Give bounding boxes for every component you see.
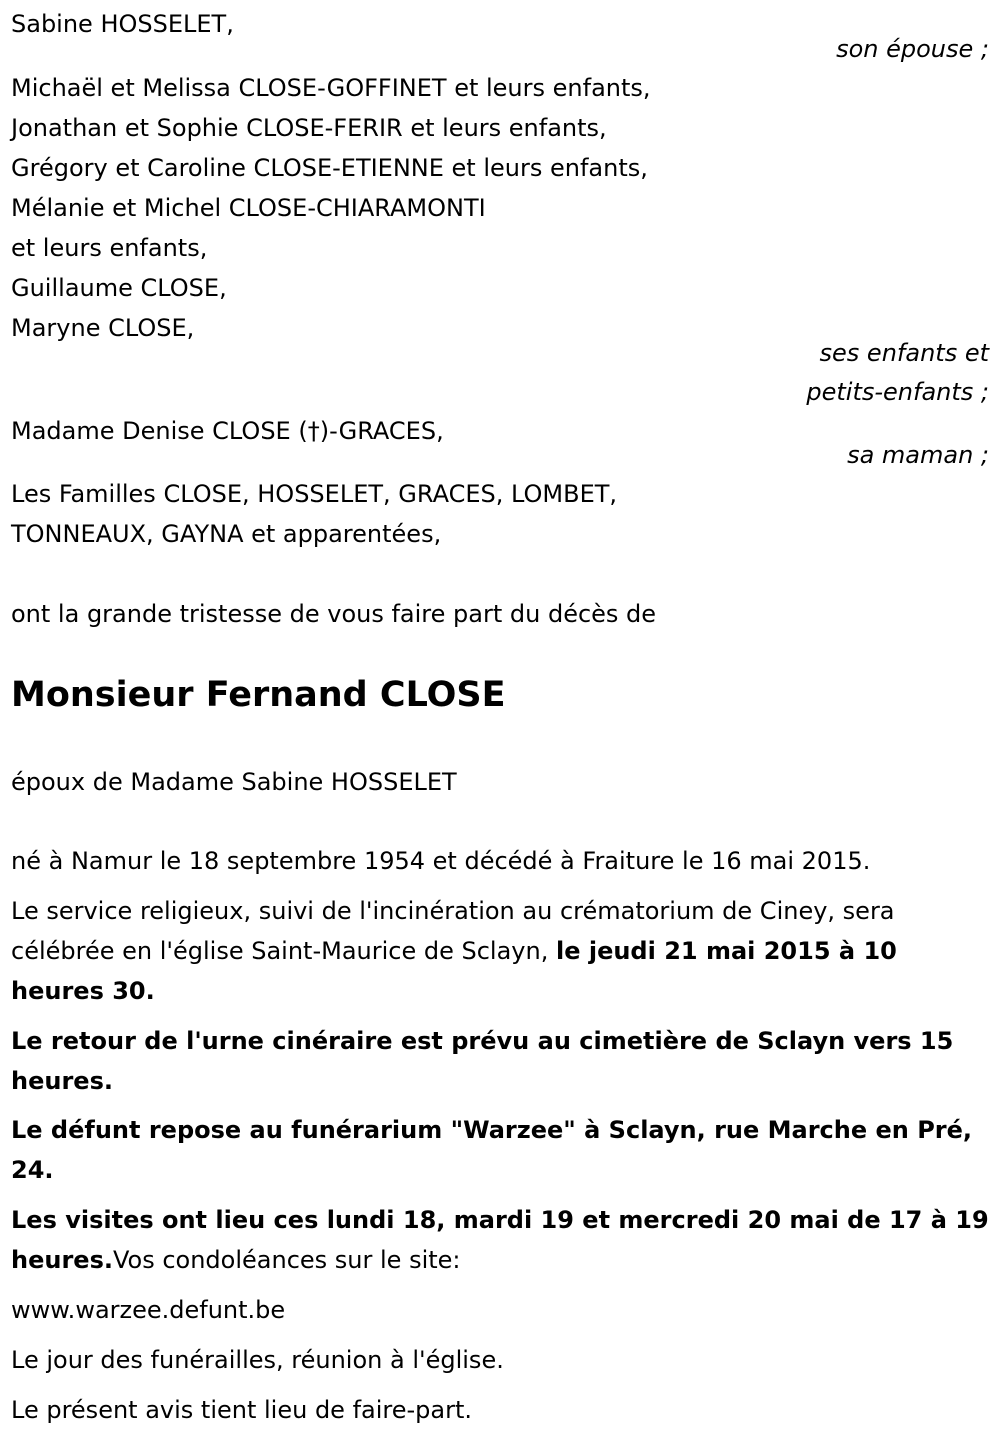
visits-line-1: Les visites ont lieu ces lundi 18, mardi 19 et mercredi 20 mai de 17 à 19 <box>11 1206 989 1234</box>
child-line: Guillaume CLOSE, <box>11 274 227 302</box>
children-role-2: petits-enfants ; <box>806 378 989 406</box>
service-line-1: Le service religieux, suivi de l'incinération au crématorium de Ciney, sera <box>11 897 895 925</box>
website-link[interactable]: www.warzee.defunt.be <box>11 1296 286 1324</box>
meeting-info: Le jour des funérailles, réunion à l'église. <box>11 1346 504 1374</box>
condolences-text: Vos condoléances sur le site: <box>112 1246 461 1274</box>
child-line: Maryne CLOSE, <box>11 314 195 342</box>
service-church: célébrée en l'église Saint-Maurice de Sclayn, <box>11 937 556 965</box>
children-role: ses enfants et <box>819 339 989 367</box>
spouse-of: époux de Madame Sabine HOSSELET <box>11 768 457 796</box>
service-time: heures 30. <box>11 977 155 1005</box>
service-line-2 <box>11 937 897 965</box>
child-line: Michaël et Melissa CLOSE-GOFFINET et leurs enfants, <box>11 74 651 102</box>
funerarium-line-1: Le défunt repose au funérarium "Warzee" à Sclayn, rue Marche en Pré, <box>11 1116 973 1144</box>
urn-line-1: Le retour de l'urne cinéraire est prévu au cimetière de Sclayn vers 15 <box>11 1027 954 1055</box>
announcement: ont la grande tristesse de vous faire part du décès de <box>11 600 657 628</box>
service-date: le jeudi 21 mai 2015 à 10 <box>555 937 897 965</box>
child-line: et leurs enfants, <box>11 234 208 262</box>
spouse-name: Sabine HOSSELET, <box>11 10 234 38</box>
families-line: TONNEAUX, GAYNA et apparentées, <box>11 520 442 548</box>
child-line: Mélanie et Michel CLOSE-CHIARAMONTI <box>11 194 486 222</box>
families-line: Les Familles CLOSE, HOSSELET, GRACES, LOMBET, <box>11 480 618 508</box>
mother-name: Madame Denise CLOSE (†)-GRACES, <box>11 417 444 445</box>
visits-line-2 <box>11 1246 461 1274</box>
notice-text: Le présent avis tient lieu de faire-part. <box>11 1396 473 1424</box>
funerarium-line-2: 24. <box>11 1156 54 1184</box>
mother-role: sa maman ; <box>847 441 989 469</box>
child-line: Grégory et Caroline CLOSE-ETIENNE et leurs enfants, <box>11 154 648 182</box>
visits-hours: heures. <box>11 1246 113 1274</box>
deceased-name: Monsieur Fernand CLOSE <box>11 675 506 715</box>
child-line: Jonathan et Sophie CLOSE-FERIR et leurs enfants, <box>11 114 607 142</box>
birth-death: né à Namur le 18 septembre 1954 et décédé à Fraiture le 16 mai 2015. <box>11 847 871 875</box>
urn-line-2: heures. <box>11 1067 113 1095</box>
spouse-role: son épouse ; <box>836 35 989 63</box>
